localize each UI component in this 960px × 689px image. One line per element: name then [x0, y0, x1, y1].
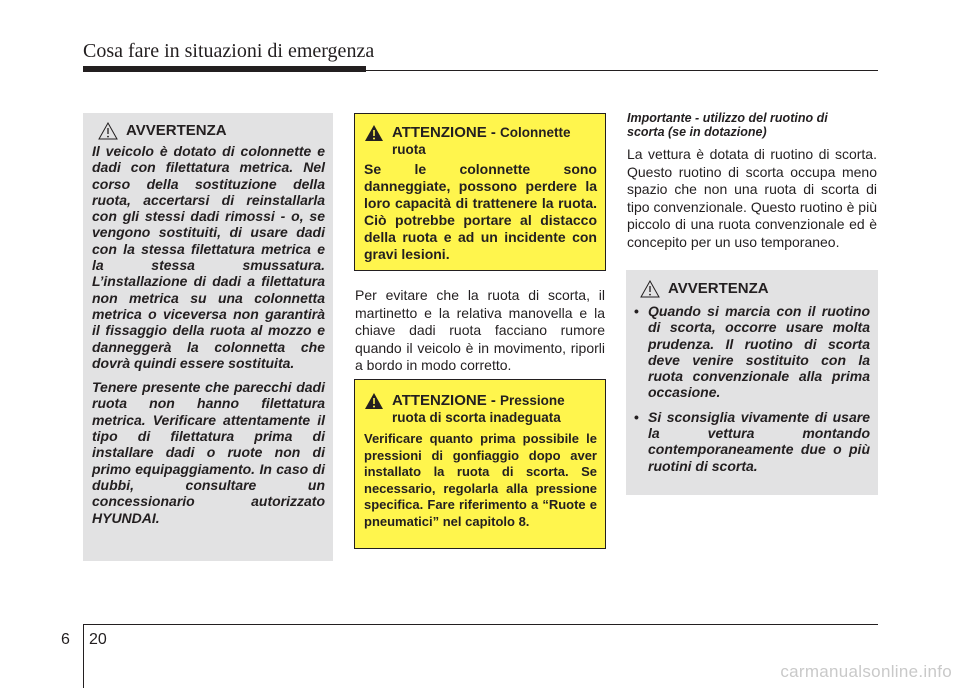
caution-box-pressure — [354, 379, 606, 549]
warning-box-wheel-nuts — [83, 113, 333, 561]
warning-paragraph: Tenere presente che parecchi dadi ruota non hanno filettatura metrica. Verificare attentamente il tipo di filettatura prima di installare dadi o ruote non di primo equipaggiamento. In caso di dubbi, consultare un concessionario autorizzato HYUNDAI. — [92, 379, 325, 526]
caution-title — [364, 124, 597, 158]
watermark: carmanualsonline.info — [780, 662, 952, 681]
header-title: Cosa fare in situazioni di emergenza — [83, 40, 375, 62]
caution-title — [364, 392, 597, 426]
list-item: • Quando si marcia con il ruotino di scorta, occorre usare molta prudenza. Il ruotino di scorta deve venire sostituito con la ruota convenzionale alla prima occasione. — [634, 303, 870, 401]
chapter-number: 6 — [61, 631, 70, 648]
warning-filled-icon — [364, 124, 384, 142]
caution-label: ATTENZIONE - — [392, 392, 501, 409]
list-item: • Si sconsiglia vivamente di usare la vettura montando contemporaneamente due o più ruotini di scorta. — [634, 409, 870, 474]
warning-title-text: AVVERTENZA — [668, 280, 769, 297]
caution-label: ATTENZIONE - — [392, 124, 501, 141]
warning-box-compact-spare — [626, 270, 878, 495]
header-rule — [366, 70, 878, 71]
page-number: 20 — [89, 631, 107, 648]
compact-spare-paragraph: La vettura è dotata di ruotino di scorta. Questo ruotino di scorta occupa meno spazio che non una ruota di scorta di tipo convenzionale. Questo ruotino è più piccolo di una ruota convenzionale ed è concepito per un uso temporaneo. — [627, 146, 877, 250]
warning-title-text: AVVERTENZA — [126, 122, 227, 139]
caution-subject: Colonnette ruota — [392, 125, 571, 157]
warning-filled-icon — [364, 392, 384, 410]
footer-rule — [83, 624, 878, 625]
warning-title — [640, 280, 870, 298]
section-heading: Importante - utilizzo del ruotino di scorta (se in dotazione) — [627, 111, 828, 139]
warning-title — [98, 122, 325, 140]
footer-divider — [83, 624, 84, 688]
warning-paragraph: Il veicolo è dotato di colonnette e dadi con filettatura metrica. Nel corso della sostituzione della ruota, accertarsi di reinstallarla con gli stessi dadi rimossi - o, se vengono sostituiti, di usare dadi con la stessa filettatura metrica e la stessa smussatura. L’installazione di dadi a filettatura non metrica su una colonnetta metrica o viceversa non garantirà il fissaggio della ruota al mozzo e danneggerà la colonnetta che dovrà quindi essere sostituita. — [92, 143, 325, 371]
caution-box-studs — [354, 113, 606, 271]
storage-paragraph: Per evitare che la ruota di scorta, il martinetto e la relativa manovella e la chiave dadi ruota facciano rumore quando il veicolo è in movimento, riporli a bordo in modo corretto. — [355, 287, 605, 373]
caution-body: Verificare quanto prima possibile le pressioni di gonfiaggio dopo aver installato la ruota di scorta. Se necessario, regolarla alla pressione specifica. Fare riferimento a “Ruote e pneumatici” nel capitolo 8. — [364, 431, 597, 529]
caution-body: Se le colonnette sono danneggiate, possono perdere la loro capacità di trattenere la ruota. Ciò potrebbe portare al distacco della ruota e ad un incidente con gravi lesioni. — [364, 161, 597, 262]
caution-subject: Pressione ruota di scorta inadeguata — [392, 393, 565, 425]
warning-outline-icon — [640, 280, 660, 298]
header-bar — [83, 66, 366, 72]
warning-bullet-list — [634, 303, 870, 474]
warning-outline-icon — [98, 122, 118, 140]
